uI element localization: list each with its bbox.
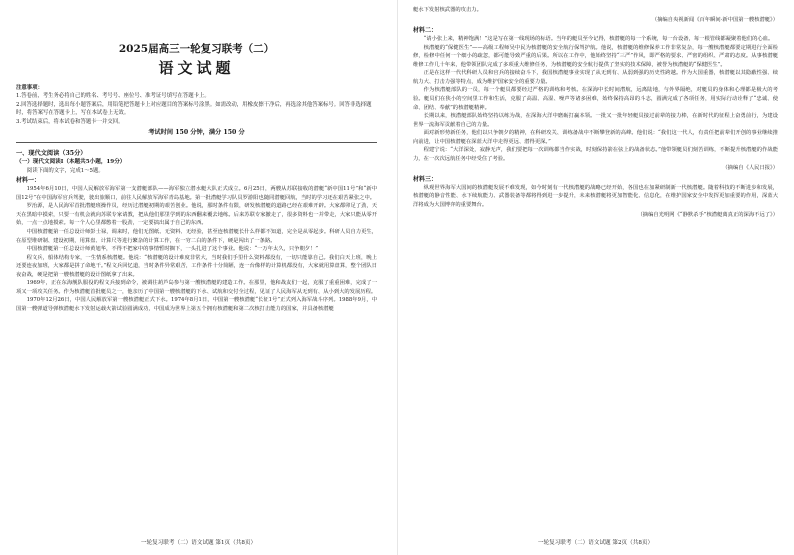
article-paragraph: 中国核潜艇第一任总设计师彭士禄，调来时，他们无图纸、无资料、无经验，甚至连核潜艇长什么样都不知道，完全是从零起步。科研人员自力更生，在原型堆研制、建设初期，用算盘、计算尺等进行繁杂的计算工作，在一穷二白的条件下，硬是闯出了一条路。 (16, 228, 377, 244)
article-paragraph: 纵观世界海军大国间的核潜艇发展不难发现，如今时刻有一代核潜艇的战略已经开始，各国也在加紧研制新一代核潜艇。随着科技的不断进步和发展，核潜艇的静音性能、水下续航能力、武器装备等都将得到进一步提升，未来核潜艇将更加智能化、信息化，在维护国家安全中发挥更加重要的作用，深蓝大洋将成为大国博弈的重要舞台。 (413, 184, 778, 209)
article-paragraph: 核潜艇的“保健医生”——高级工程师吴中民为核潜艇的安全航行保驾护航。他说，核潜艇的维修保养工作非常复杂，每一艘核潜艇都要定期进行全面检修，检修中任何一个细小的疏忽，都可能导致严重的后果。所以在工作中，他始终坚持“三严”作风，即严格的要求、严密的组织、严肃的态度。从事核潜艇维修工作几十年来，他带领团队完成了多项重大维修任务，为核潜艇的安全航行提供了坚实的技术保障，被誉为核潜艇的“保健医生”。 (413, 44, 778, 68)
source-citation: （摘编自《人民日报》） (722, 165, 778, 172)
article-paragraph: 艇水下发射核武器的攻击力。 (413, 7, 482, 13)
reading-instruction: 阅读下面的文字，完成1～5题。 (26, 167, 104, 174)
page-footer: 一轮复习联考（二）语文试题 第2页（共8页） (537, 540, 654, 546)
source-citation: （摘编自光明网《“静默杀手”核潜艇离真正的深海不远了》） (637, 211, 778, 218)
article-paragraph: 正是在这样一代代科研人员和官兵的接续奋斗下，我国核潜艇事业实现了从无到有、从弱到强的历史性跨越。作为大国重器，核潜艇以其隐蔽性强、续航力大、打击力强等特点，成为维护国家安全的重要力量。 (413, 70, 778, 85)
article-paragraph: 程建宁说：“大洋深处，寂静无声，我们要把每一次训练都当作实战，时刻保持箭在弦上的战备状态。”他带领艇员们刻苦训练，不断提升核潜艇的作战能力，在一次次远航任务中经受住了考验。 (413, 147, 778, 162)
article-paragraph: 长期以来，核潜艇部队始终坚持以练为战，在深海大洋中磨砺打赢本领。一批又一批年轻艇员接过前辈的接力棒，在新时代的征程上奋勇前行，为建设世界一流海军贡献着自己的力量。 (413, 113, 778, 128)
material-label: 材料二： (413, 27, 438, 35)
subject-title: 语文试题 (158, 59, 235, 77)
article-paragraph: 作为核潜艇部队的一员，每一个艇员都要经过严格的训练和考核。在深海中长时间潜航，远离陆地，与外界隔绝，对艇员的身体和心理都是极大的考验。艇员们在狭小的空间里工作和生活，克服了高温、高湿、噪声等诸多困难，始终保持高昂的斗志，圆满完成了各项任务，用实际行动诠释了“忠诚、使命、团结、奉献”的核潜艇精神。 (413, 87, 778, 111)
exam-notes (16, 84, 377, 137)
exam-time-score: 考试时间 150 分钟，满分 150 分 (148, 129, 245, 137)
article-paragraph: 1970年12月26日，中国人民解放军第一艘核潜艇正式下水。1974年8月1日，中国第一艘核潜艇“长征1号”正式列入海军战斗序列。1988年9月，中国第一艘弹道导弹核潜艇水下发射运载火箭试验圆满成功，中国成为世界上第五个拥有核潜艇和第二次核打击能力的国家，并具备核潜艇 (16, 297, 377, 312)
material-label: 材料一： (16, 177, 41, 185)
source-citation: （摘编自央视新闻《百年瞬间·新中国第一艘核潜艇》） (651, 16, 778, 23)
article-paragraph: 罗治源，是人民海军首批潜艇班操作员，经历过潜艇初期的艰苦创业。他说，那时条件有限，研发核潜艇的道路已经在艰难开辟。大家都卯足了劲，天天在黑暗中摸索，只要一有机会就向苏联专家请教，把从他们那里学到的东西翻来覆去地练。后来苏联专家撤走了，很多资料也一并带走，大家只能从零开始，一点一点地摸索。每一个人心里都憋着一股劲，一定要搞出属于自己的东西。 (16, 203, 377, 227)
section-divider (16, 142, 377, 143)
material-label: 材料三： (413, 175, 438, 183)
article-paragraph: 面对新形势新任务，他们以只争朝夕的精神，在科研攻关、训练备战中不断攀登新的高峰。他们说：“我们这一代人，有责任把前辈们开创的事业继续推向前进，让中国核潜艇在深蓝大洋中走得更远、潜得更深。” (413, 130, 778, 145)
notes-heading: 注意事项： (16, 85, 43, 91)
page-footer: 一轮复习联考（二）语文试题 第1页（共8页） (140, 540, 257, 546)
section-heading: 一、现代文阅读（35分） (16, 150, 87, 158)
subsection-heading: （一）现代文阅读Ⅰ（本题共5小题，19分） (16, 159, 126, 166)
notes-item: 1.答卷前，考生务必将自己的姓名、考号号、座位号、准考证号填写在答题卡上。 (16, 93, 210, 100)
notes-item: 3.考试结束后，将本试卷和答题卡一并交回。 (16, 118, 124, 125)
article-paragraph: 中国核潜艇第一任总设计师黄旭华，不得不把家中的事情暂时搁下，一头扎进了这个事业。他说：“一万年太久，只争朝夕！” (26, 246, 319, 253)
article-paragraph: 1969年，正在东海舰队服役的程文兵接到命令，被调往葫芦岛参与第一艘核潜艇的建造工作。在那里，他和战友们一起，克服了重重困难，完成了一项又一项攻关任务。作为核潜艇首批艇员之一，他亲历了中国第一艘核潜艇的下水、试航和交付全过程，见证了人民海军从无到有、从小到大的发展历程。 (16, 280, 377, 295)
notes-item: 2.回答选择题时，选出每小题答案后，用铅笔把答题卡上对应题目的答案标号涂黑。如需改动，用橡皮擦干净后，再选涂其他答案标号。回答非选择题时，将答案写在答题卡上，写在本试卷上无效。 (16, 101, 372, 117)
article-paragraph: 程文兵，船体结构专家，一生情系核潜艇。他说：“核潜艇的设计难度非常大，当时我们手里什么资料都没有，一切只能靠自己。我们白天上班，晚上还要连夜加班，大家都是拼了命地干。”程文兵回忆道，当时条件异常艰苦，工作条件十分简陋，连一台像样的计算机都没有，大家就用算盘算，整个团队日夜奋战，硬是把第一艘核潜艇的设计图纸拿了出来。 (16, 254, 377, 278)
right-page (397, 0, 794, 555)
exam-title: 2025届高三一轮复习联考（二） (118, 43, 275, 55)
article-paragraph: “请小张上来，精神饱满！”这是写在第一线现场的标语。当年的艇员至今记得，核潜艇的每一个系统，每一台设备，每一根管线都凝聚着他们的心血。 (423, 36, 774, 43)
article-paragraph: 1954年6月10日，中国人民解放军海军第一支潜艇部队——海军独立潜水艇大队正式成立。6月25日，两艘从苏联接收的潜艇“新中国11号”和“新中国12号”在中国海军官兵驾驶，驶出旅顺口，前往人民解放军海军青岛基地。第一批潜艇学习队员罗游阳也随同潜艇回航，当时的学习还在艰苦紧张之中。 (16, 186, 377, 201)
